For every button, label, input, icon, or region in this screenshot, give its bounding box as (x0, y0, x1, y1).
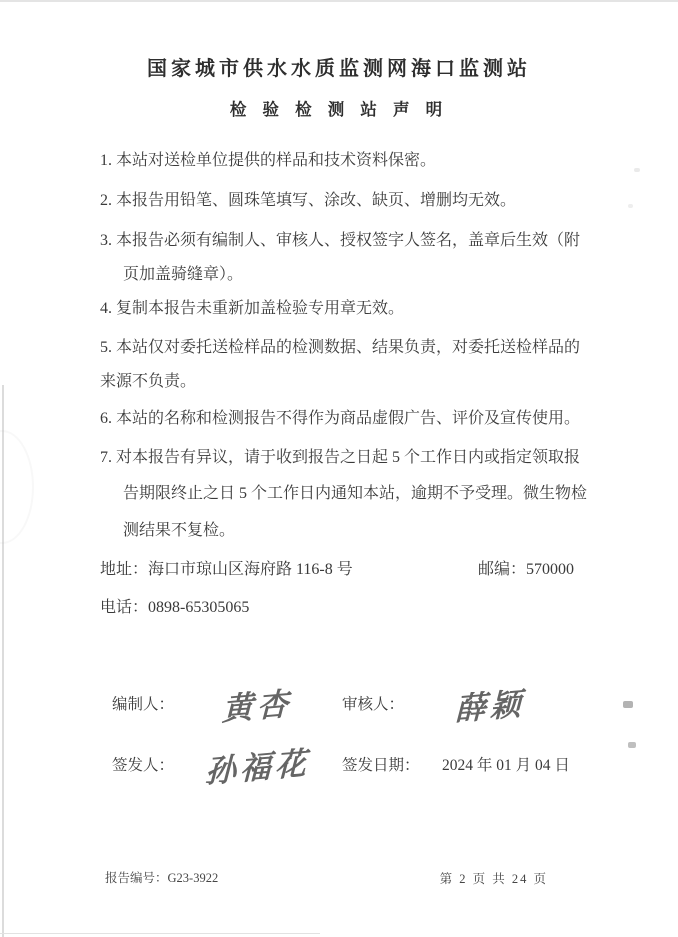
signature-row-1 (100, 672, 575, 734)
report-number (105, 868, 218, 886)
address-label: 地址： (100, 561, 149, 578)
declaration-item-5-line-1: 5. 本站仅对委托送检样品的检测数据、结果负责，对委托送检样品的 (100, 339, 581, 356)
reviewer-label: 审核人： (342, 696, 405, 713)
declaration-item-4: 4. 复制本报告未重新加盖检验专用章无效。 (100, 300, 405, 317)
address-value: 海口市琼山区海府路 116-8 号 (148, 561, 353, 578)
phone-value: 0898-65305065 (148, 599, 250, 616)
declaration-item-6: 6. 本站的名称和检测报告不得作为商品虚假广告、评价及宣传使用。 (100, 410, 581, 427)
scan-speck (628, 204, 633, 208)
declaration-item-5-line-2: 来源不负责。 (100, 373, 197, 390)
declaration-item-3-line-1: 3. 本报告必须有编制人、审核人、授权签字人签名，盖章后生效（附 (100, 232, 581, 249)
report-number-value: G23-3922 (167, 871, 219, 885)
signature-block (100, 672, 575, 792)
scan-smudge (0, 430, 34, 544)
phone-label: 电话： (100, 599, 149, 616)
declaration-item-1: 1. 本站对送检单位提供的样品和技术资料保密。 (100, 152, 437, 169)
postcode-line (478, 559, 574, 580)
issuer-signature: 孙福花 (204, 744, 310, 790)
document-subtitle: 检 验 检 测 站 声 明 (229, 100, 449, 119)
declaration-item-7-line-2: 告期限终止之日 5 个工作日内通知本站，逾期不予受理。微生物检 (123, 485, 588, 502)
preparer-signature: 黄杏 (221, 685, 293, 727)
issuer-label: 签发人： (112, 757, 175, 774)
reviewer-signature: 薛颖 (454, 685, 525, 727)
scan-bottom-edge-line (0, 933, 320, 934)
signature-row-2 (100, 736, 575, 792)
scan-speck (623, 701, 633, 708)
scan-top-edge-line (0, 0, 678, 2)
declaration-item-3-line-2: 页加盖骑缝章）。 (123, 266, 244, 283)
document-title: 国家城市供水水质监测网海口监测站 (147, 58, 531, 80)
declaration-item-7-line-1: 7. 对本报告有异议，请于收到报告之日起 5 个工作日内或指定领取报 (100, 449, 581, 466)
postcode-value: 570000 (526, 561, 574, 578)
scan-speck (634, 168, 640, 172)
preparer-label: 编制人： (112, 696, 175, 713)
reviewer-signature-area (404, 681, 575, 726)
page-indicator: 第 2 页 共 24 页 (439, 872, 548, 886)
declaration-item-2: 2. 本报告用铅笔、圆珠笔填写、涂改、缺页、增删均无效。 (100, 192, 517, 209)
address-line (100, 559, 353, 580)
address-row (100, 559, 574, 580)
scan-speck (628, 742, 636, 748)
report-number-label: 报告编号： (105, 871, 168, 885)
declaration-body (100, 150, 588, 618)
preparer-signature-area (182, 681, 332, 726)
issue-date-value: 2024 年 01 月 04 日 (442, 757, 570, 774)
declaration-item-7-line-3: 测结果不复检。 (123, 522, 236, 539)
issuer-signature-area (182, 742, 332, 790)
postcode-label: 邮编： (477, 561, 526, 578)
issue-date-label: 签发日期： (342, 757, 420, 774)
phone-row (100, 597, 580, 618)
